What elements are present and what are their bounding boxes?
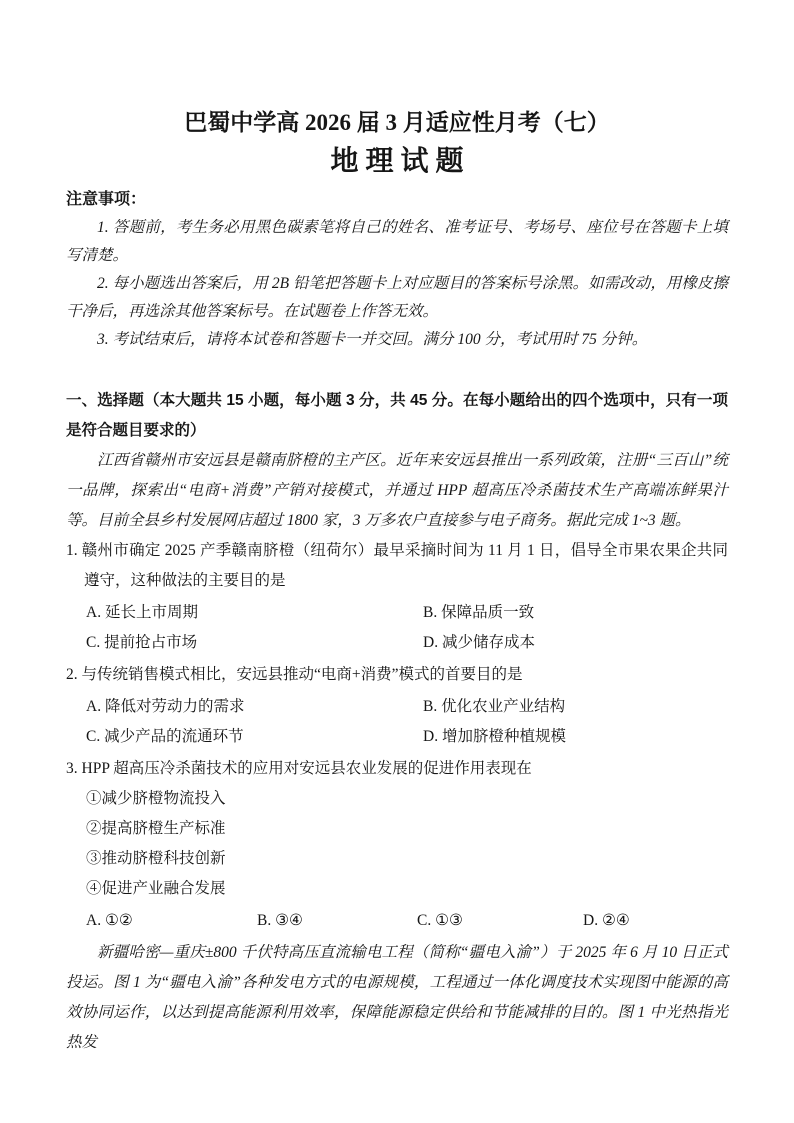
question-1-option-c: C. 提前抢占市场	[86, 634, 198, 651]
question-1-stem: 1. 赣州市确定 2025 产季赣南脐橙（纽荷尔）最早采摘时间为 11 月 1 日，倡导全市果农果企共同遵守，这种做法的主要目的是	[66, 542, 728, 589]
exam-title: 巴蜀中学高 2026 届 3 月适应性月考（七）	[184, 110, 610, 135]
notice-heading: 注意事项：	[66, 191, 147, 208]
passage-power-transmission: 新疆哈密—重庆±800 千伏特高压直流输电工程（简称“疆电入渝”）于 2025 年 6 月 10 日正式投运。图 1 为“疆电入渝”各种发电方式的电源规模，工程通过一体化调度技术实现图中能源的高效协同运作，以达到提高能源利用效率，保障能源稳定供给和节能减排的目的。图 1 中光热指光热发	[66, 944, 728, 1051]
question-1-option-a: A. 延长上市周期	[86, 604, 198, 621]
question-3-statement-1: ①减少脐橙物流投入	[86, 790, 226, 807]
notice-item-2: 2. 每小题选出答案后，用 2B 铅笔把答题卡上对应题目的答案标号涂黑。如需改动，用橡皮擦干净后，再选涂其他答案标号。在试题卷上作答无效。	[66, 275, 728, 320]
question-3-statement-4: ④促进产业融合发展	[86, 880, 226, 897]
question-3-options	[66, 906, 728, 936]
question-2-option-a: A. 降低对劳动力的需求	[86, 698, 245, 715]
question-2-options	[66, 692, 728, 752]
question-3-option-a: A. ①②	[86, 912, 133, 929]
question-1-option-d: D. 减少储存成本	[423, 634, 535, 651]
notice-section	[66, 186, 728, 354]
question-3-stem: 3. HPP 超高压冷杀菌技术的应用对安远县农业发展的促进作用表现在	[66, 760, 532, 777]
notice-item-3: 3. 考试结束后，请将本试卷和答题卡一并交回。满分 100 分，考试用时 75 分钟。	[97, 331, 648, 348]
question-2	[66, 660, 728, 752]
question-2-option-d: D. 增加脐橙种植规模	[423, 728, 566, 745]
notice-item-1: 1. 答题前，考生务必用黑色碳素笔将自己的姓名、准考证号、考场号、座位号在答题卡上填写清楚。	[66, 219, 728, 264]
question-3-option-c: C. ①③	[417, 912, 463, 929]
question-3-option-b: B. ③④	[257, 912, 303, 929]
question-1	[66, 536, 728, 658]
passage-oranges: 江西省赣州市安远县是赣南脐橙的主产区。近年来安远县推出一系列政策，注册“三百山”统一品牌，探索出“电商+消费”产销对接模式，并通过 HPP 超高压冷杀菌技术生产高端冻鲜果汁等。目前全县乡村发展网店超过 1800 家，3 万多农户直接参与电子商务。据此完成 1~3 题。	[66, 452, 728, 529]
question-3-option-d: D. ②④	[583, 912, 630, 929]
section-1-heading: 一、选择题（本大题共 15 小题，每小题 3 分，共 45 分。在每小题给出的四个选项中，只有一项是符合题目要求的）	[66, 392, 728, 439]
question-2-option-b: B. 优化农业产业结构	[423, 698, 566, 715]
question-3-statement-3: ③推动脐橙科技创新	[86, 850, 226, 867]
question-2-stem: 2. 与传统销售模式相比，安远县推动“电商+消费”模式的首要目的是	[66, 666, 523, 683]
question-1-options	[66, 598, 728, 658]
question-2-option-c: C. 减少产品的流通环节	[86, 728, 244, 745]
question-3	[66, 754, 728, 936]
exam-subject-title: 地 理 试 题	[330, 146, 464, 177]
question-3-statement-2: ②提高脐橙生产标准	[86, 820, 226, 837]
question-1-option-b: B. 保障品质一致	[423, 604, 535, 621]
